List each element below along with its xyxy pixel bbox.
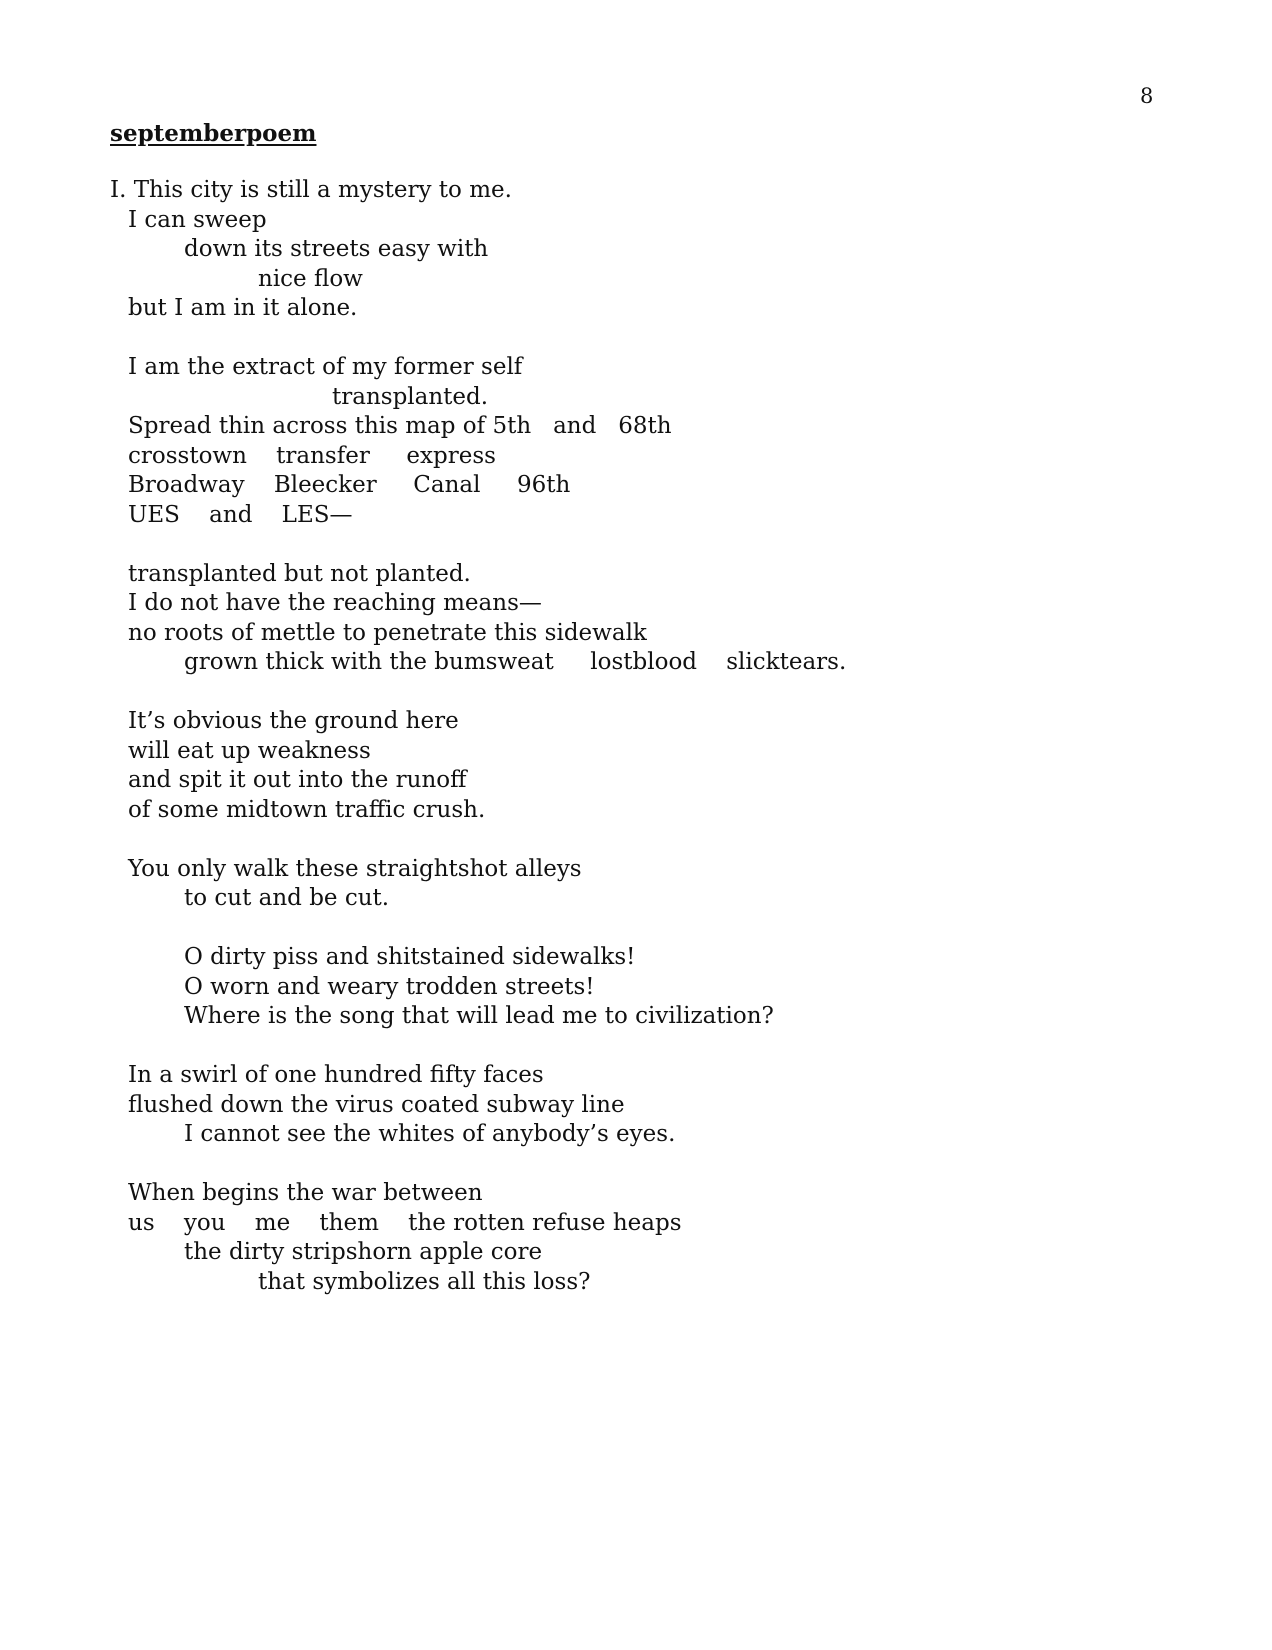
poem-line: Where is the song that will lead me to civilization? [184,1003,774,1029]
poem-line: transplanted but not planted. [128,560,471,587]
poem-body [110,176,1160,1327]
poem-line: transplanted. [332,383,489,410]
poem-line: crosstown transfer express [128,442,496,469]
poem-line: nice flow [258,265,363,292]
poem-line: to cut and be cut. [184,885,390,911]
poem-line: grown thick with the bumsweat lostblood slicktears. [184,649,847,675]
poem-line: Spread thin across this map of 5th and 68th [128,413,672,439]
poem-line: no roots of mettle to penetrate this sidewalk [128,619,647,646]
poem-line: but I am in it alone. [128,295,358,321]
poem-line: I do not have the reaching means— [128,590,542,616]
poem-line: When begins the war between [128,1180,483,1206]
poem-line: In a swirl of one hundred fifty faces [128,1062,544,1088]
poem-stanza [110,855,1160,914]
poem-stanza [110,1061,1160,1150]
poem-stanza [110,176,1160,324]
poem-line: I cannot see the whites of anybody’s eyes. [184,1121,676,1147]
poem-stanza [110,353,1160,530]
poem-line: that symbolizes all this loss? [258,1268,591,1295]
poem-line: I am the extract of my former self [128,354,523,380]
poem-line: the dirty stripshorn apple core [184,1239,543,1265]
poem-stanza [110,943,1160,1032]
page-number: 8 [1140,84,1154,108]
poem-line: flushed down the virus coated subway line [128,1091,625,1118]
poem-stanza [110,1179,1160,1297]
poem-title: septemberpoem [110,120,317,147]
poem-line: down its streets easy with [184,236,489,262]
poem-line: O worn and weary trodden streets! [184,973,595,1000]
poem-line: and spit it out into the runoff [128,767,467,793]
poem-stanza [110,560,1160,678]
poem-line: I. This city is still a mystery to me. [110,177,512,203]
poem-line: Broadway Bleecker Canal 96th [128,472,571,498]
poem-stanza [110,707,1160,825]
poem-line: will eat up weakness [128,737,371,764]
poem-line: UES and LES— [128,501,353,528]
poem-line: us you me them the rotten refuse heaps [128,1209,682,1236]
poem-line: I can sweep [128,206,267,233]
poem-line: O dirty piss and shitstained sidewalks! [184,944,636,970]
poem-line: You only walk these straightshot alleys [128,855,582,882]
poem-line: It’s obvious the ground here [128,708,459,734]
poem-line: of some midtown traffic crush. [128,796,486,823]
